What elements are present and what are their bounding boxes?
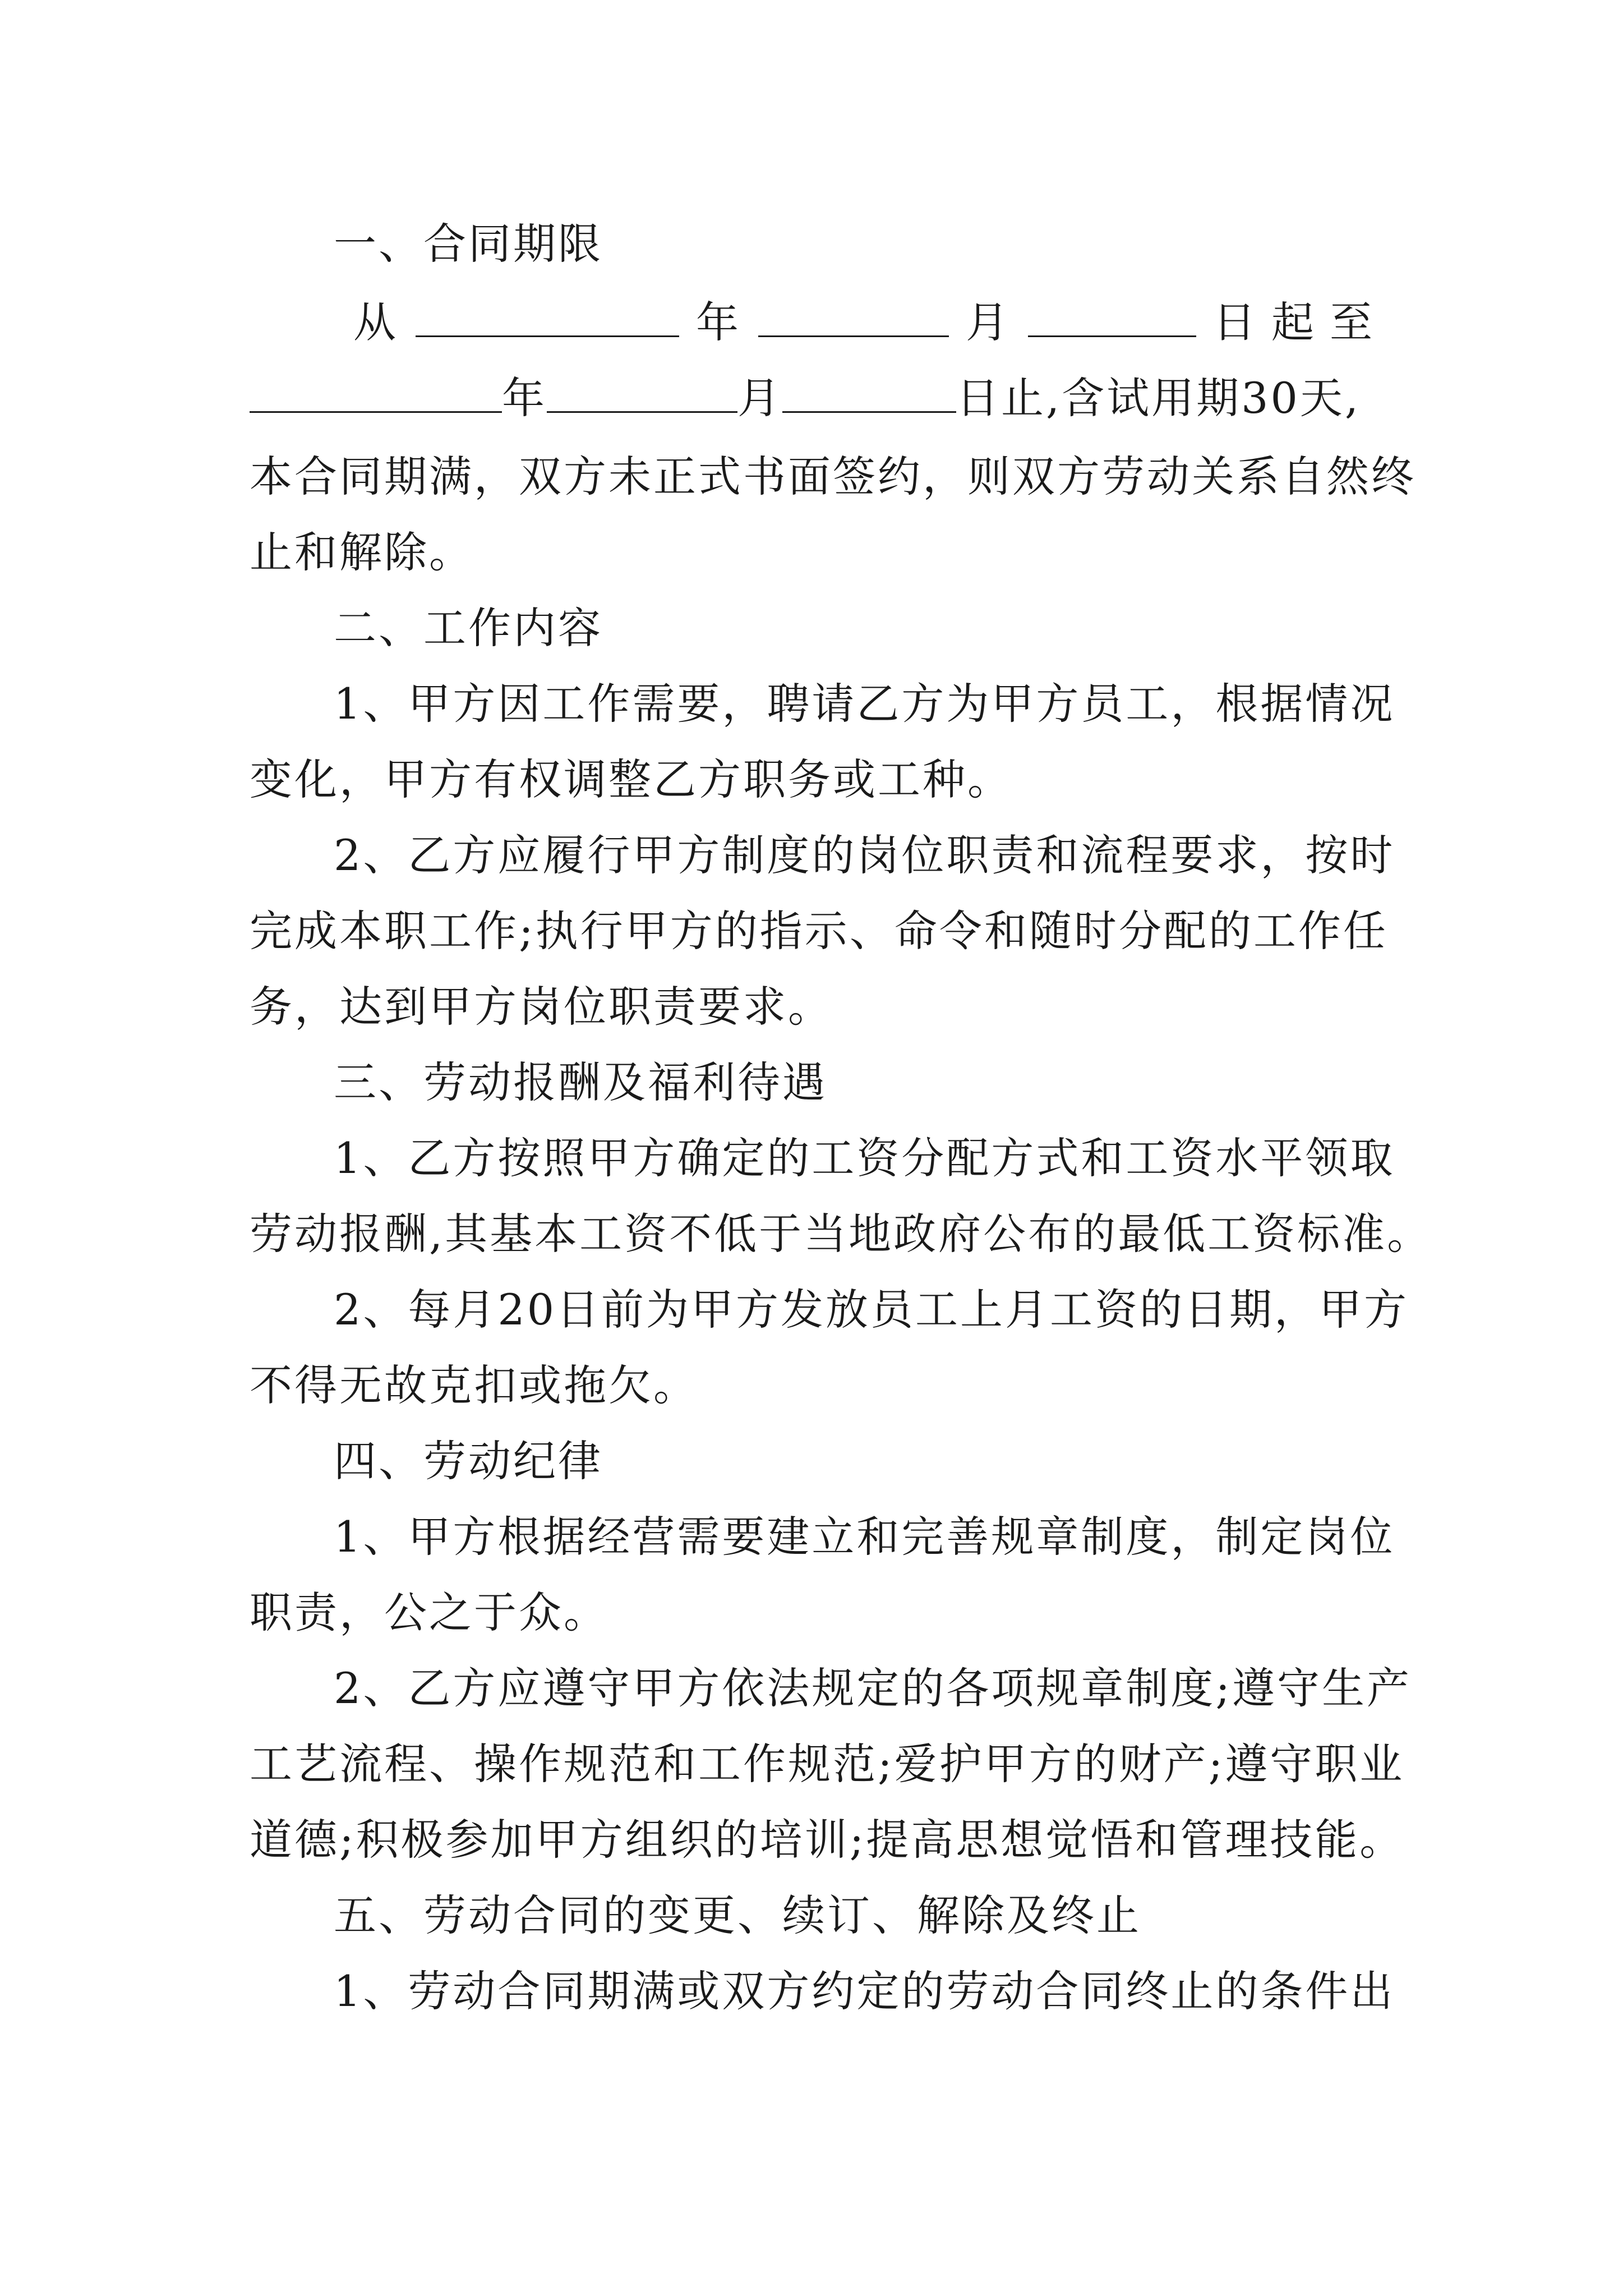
contract-term-date-from-line bbox=[353, 295, 1388, 351]
remuneration-p2-line2: 不得无故克扣或拖欠。 bbox=[250, 1360, 698, 1410]
work-content-p2-line1: 2、乙方应履行甲方制度的岗位职责和流程要求，按时 bbox=[334, 830, 1395, 880]
discipline-p2-line3: 道德;积极参加甲方组织的培训;提高思想觉悟和管理技能。 bbox=[250, 1815, 1405, 1865]
remuneration-p1-line2: 劳动报酬,其基本工资不低于当地政府公布的最低工资标准。 bbox=[250, 1209, 1432, 1259]
contract-term-date-to-line bbox=[250, 370, 1388, 426]
contract-term-line-4: 止和解除。 bbox=[250, 527, 474, 577]
work-content-p1-line1: 1、甲方因工作需要，聘请乙方为甲方员工，根据情况 bbox=[334, 679, 1395, 729]
work-content-p2-line3: 务，达到甲方岗位职责要求。 bbox=[250, 982, 833, 1032]
from-label: 从 bbox=[353, 297, 398, 347]
section-heading-labor-discipline: 四、劳动纪律 bbox=[334, 1436, 603, 1486]
remuneration-p2-line1: 2、每月20日前为甲方发放员工上月工资的日期，甲方 bbox=[334, 1285, 1409, 1335]
discipline-p2-line1: 2、乙方应遵守甲方依法规定的各项规章制度;遵守生产 bbox=[334, 1663, 1412, 1713]
discipline-p1-line2: 职责，公之于众。 bbox=[250, 1588, 608, 1637]
start-day-blank[interactable] bbox=[1028, 296, 1196, 337]
end-year-blank[interactable] bbox=[250, 372, 502, 413]
remuneration-p1-line1: 1、乙方按照甲方确定的工资分配方式和工资水平领取 bbox=[334, 1133, 1395, 1183]
year-label: 年 bbox=[696, 297, 741, 347]
end-day-blank[interactable] bbox=[782, 372, 956, 413]
end-month-blank[interactable] bbox=[547, 372, 737, 413]
year-label-2: 年 bbox=[502, 373, 547, 423]
day-end-text: 日止,含试用期30天, bbox=[956, 373, 1361, 423]
contract-changes-p1-line1: 1、劳动合同期满或双方约定的劳动合同终止的条件出 bbox=[334, 1966, 1395, 2016]
contract-term-line-3: 本合同期满，双方未正式书面签约，则双方劳动关系自然终 bbox=[250, 452, 1416, 501]
month-label: 月 bbox=[966, 297, 1011, 347]
day-from-label: 日起至 bbox=[1213, 297, 1388, 347]
start-month-blank[interactable] bbox=[758, 296, 949, 337]
month-label-2: 月 bbox=[737, 373, 782, 423]
discipline-p2-line2: 工艺流程、操作规范和工作规范;爱护甲方的财产;遵守职业 bbox=[250, 1739, 1405, 1789]
discipline-p1-line1: 1、甲方根据经营需要建立和完善规章制度，制定岗位 bbox=[334, 1512, 1395, 1562]
section-heading-contract-changes: 五、劳动合同的变更、续订、解除及终止 bbox=[334, 1890, 1141, 1940]
section-heading-contract-term: 一、合同期限 bbox=[334, 219, 603, 269]
work-content-p2-line2: 完成本职工作;执行甲方的指示、命令和随时分配的工作任 bbox=[250, 906, 1388, 956]
work-content-p1-line2: 变化，甲方有权调整乙方职务或工种。 bbox=[250, 754, 1012, 804]
section-heading-work-content: 二、工作内容 bbox=[334, 603, 603, 653]
section-heading-remuneration: 三、劳动报酬及福利待遇 bbox=[334, 1057, 827, 1107]
start-year-blank[interactable] bbox=[416, 296, 679, 337]
